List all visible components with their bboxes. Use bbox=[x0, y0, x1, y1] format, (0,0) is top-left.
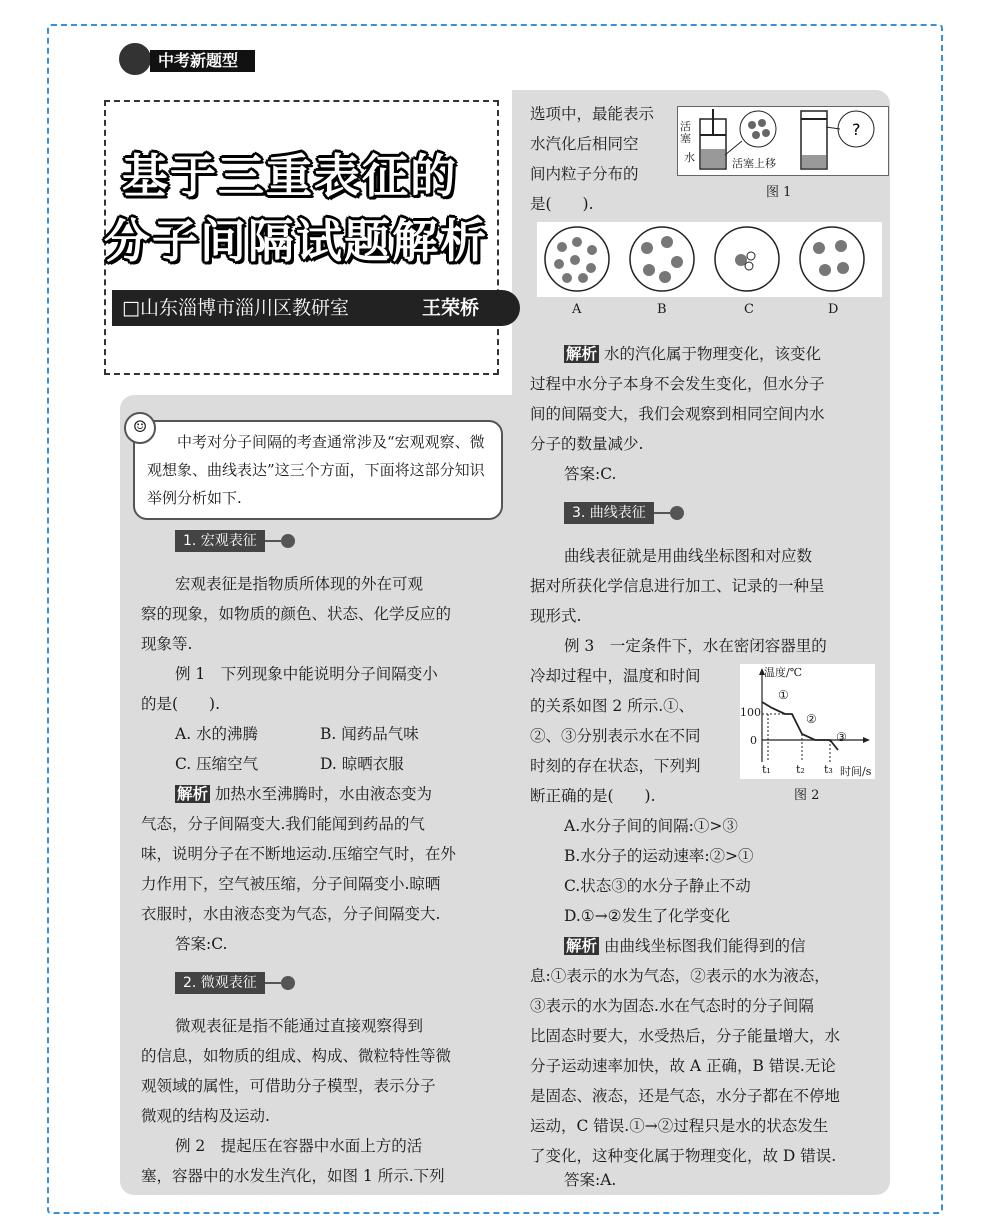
ex3-option-a: A.水分子间的间隔:①>③ bbox=[564, 817, 738, 835]
p2-line-3: 观领域的属性，可借助分子模型，表示分子 bbox=[141, 1077, 436, 1095]
ex2-cont-2: 水汽化后相同空 bbox=[530, 135, 639, 153]
p3-line-1: 曲线表征就是用曲线坐标图和对应数 bbox=[564, 547, 813, 565]
a3-line-3: ③表示的水为固态.水在气态时的分子间隔 bbox=[530, 997, 814, 1015]
affiliation: □山东淄博市淄川区教研室 bbox=[122, 297, 349, 319]
a2-line-1: 解析 水的汽化属于物理变化，该变化 bbox=[566, 345, 821, 363]
fig2-mark-1: ① bbox=[778, 688, 789, 702]
fig1-move-label: 活塞上移 bbox=[732, 157, 776, 170]
ex2-cont-3: 间内粒子分布的 bbox=[530, 165, 639, 183]
fig1-caption: 图 1 bbox=[766, 185, 792, 200]
fig1-piston-label: 活塞 bbox=[680, 120, 691, 145]
ex3-line-3: 的关系如图 2 所示.①、 bbox=[530, 697, 695, 715]
author-bar bbox=[112, 290, 520, 326]
answer-2: 答案:C. bbox=[564, 465, 617, 483]
ex3-line-6: 断正确的是( ). bbox=[530, 787, 656, 805]
fig2-y0: 0 bbox=[750, 734, 757, 747]
a3-line-7: 运动，C 错误.①→②过程只是水的状态发生 bbox=[530, 1117, 829, 1135]
a3-line-2: 息:①表示的水为气态，②表示的水为液态， bbox=[530, 967, 830, 985]
header-tag: 中考新题型 bbox=[150, 50, 255, 72]
p2-line-1: 微观表征是指不能通过直接观察得到 bbox=[175, 1017, 424, 1035]
fig2-caption: 图 2 bbox=[794, 788, 820, 803]
svg-text:?: ? bbox=[852, 120, 861, 139]
a2-line-2: 过程中水分子本身不会发生变化，但水分子 bbox=[530, 375, 825, 393]
a1-line-3: 味，说明分子在不断地运动.压缩空气时，在外 bbox=[141, 845, 456, 863]
ex2-line-2: 塞，容器中的水发生汽化，如图 1 所示.下列 bbox=[141, 1167, 445, 1185]
ex3-line-2: 冷却过程中，温度和时间 bbox=[530, 667, 701, 685]
fig2-mark-3: ③ bbox=[836, 730, 847, 744]
fig2-y100: 100 bbox=[740, 706, 761, 719]
ex1-option-a: A. 水的沸腾 bbox=[175, 725, 259, 743]
ex3-option-c: C.状态③的水分子静止不动 bbox=[564, 877, 751, 895]
figure-2-chart bbox=[740, 664, 875, 779]
jiexi-label: 解析 bbox=[177, 785, 209, 803]
choice-b-diagram bbox=[630, 227, 694, 291]
ex3-line-4: ②、③分别表示水在不同 bbox=[530, 727, 701, 745]
ex1-option-c: C. 压缩空气 bbox=[175, 755, 259, 773]
ex2-line-1: 例 2 提起压在容器中水面上方的活 bbox=[175, 1137, 423, 1155]
p2-line-2: 的信息，如物质的组成、构成、微粒特性等微 bbox=[141, 1047, 452, 1065]
fig2-xlabel: 时间/s bbox=[840, 765, 872, 778]
choice-b: B bbox=[657, 302, 667, 317]
answer-3: 答案:A. bbox=[564, 1171, 617, 1189]
figure-1 bbox=[677, 106, 889, 176]
a1-line-4: 力作用下，空气被压缩，分子间隔变小.晾晒 bbox=[141, 875, 441, 893]
ex3-line-1: 例 3 一定条件下，水在密闭容器里的 bbox=[564, 637, 827, 655]
author-name: 王荣桥 bbox=[422, 297, 480, 319]
fig2-t2: t₂ bbox=[796, 763, 805, 776]
ex3-line-5: 时刻的存在状态，下列判 bbox=[530, 757, 701, 775]
fig2-t3: t₃ bbox=[824, 763, 833, 776]
p1-line-3: 现象等. bbox=[141, 635, 193, 653]
section-3-heading: 3. 曲线表征 bbox=[564, 502, 654, 524]
choice-d: D bbox=[828, 302, 839, 317]
a1-line-2: 气态，分子间隔变大.我们能闻到药品的气 bbox=[141, 815, 425, 833]
a3-line-8: 了变化，这种变化属于物理变化，故 D 错误. bbox=[530, 1147, 837, 1165]
a3-line-1: 解析 由曲线坐标图我们能得到的信 bbox=[566, 937, 806, 955]
ex1-line-1: 例 1 下列现象中能说明分子间隔变小 bbox=[175, 665, 438, 683]
ex1-option-b: B. 闻药品气味 bbox=[320, 725, 419, 743]
lightbulb-icon: ☺ bbox=[124, 412, 156, 444]
molecule-choices bbox=[537, 222, 882, 297]
ex1-option-d: D. 晾晒衣服 bbox=[320, 755, 404, 773]
a1-line-5: 衣服时，水由液态变为气态，分子间隔变大. bbox=[141, 905, 441, 923]
choice-a: A bbox=[572, 302, 582, 317]
title-line-1: 基于三重表征的 bbox=[122, 149, 458, 203]
header-logo bbox=[110, 40, 255, 76]
p3-line-2: 据对所获化学信息进行加工、记录的一种呈 bbox=[530, 577, 825, 595]
ex2-cont-4: 是( ). bbox=[530, 195, 594, 213]
ex3-option-b: B.水分子的运动速率:②>① bbox=[564, 847, 754, 865]
a3-line-4: 比固态时要大，水受热后，分子能量增大，水 bbox=[530, 1027, 841, 1045]
fig2-ylabel: 温度/℃ bbox=[764, 666, 803, 679]
p2-line-4: 微观的结构及运动. bbox=[141, 1107, 270, 1125]
title-line-2: 分子间隔试题解析 bbox=[104, 214, 488, 268]
a3-line-6: 是固态、液态，还是气态，水分子都在不停地 bbox=[530, 1087, 841, 1105]
section-2-heading: 2. 微观表征 bbox=[175, 972, 265, 994]
intro-box: 中考对分子间隔的考查通常涉及“宏观观察、微观想象、曲线表达”这三个方面，下面将这部分知识举例分析如下. bbox=[133, 420, 503, 520]
choice-c: C bbox=[744, 302, 754, 317]
a2-line-4: 分子的数量减少. bbox=[530, 435, 644, 453]
a3-line-5: 分子运动速率加快，故 A 正确，B 错误.无论 bbox=[530, 1057, 836, 1075]
choice-d-diagram bbox=[800, 227, 864, 291]
p1-line-2: 察的现象，如物质的颜色、状态、化学反应的 bbox=[141, 605, 452, 623]
choice-a-diagram bbox=[545, 227, 609, 291]
ex1-line-2: 的是( ). bbox=[141, 695, 221, 713]
p3-line-3: 现形式. bbox=[530, 607, 582, 625]
ex3-option-d: D.①→②发生了化学变化 bbox=[564, 907, 731, 925]
choice-c-diagram bbox=[715, 227, 779, 291]
p1-line-1: 宏观表征是指物质所体现的外在可观 bbox=[175, 575, 424, 593]
ex2-cont-1: 选项中，最能表示 bbox=[530, 105, 655, 123]
jiexi-label-2: 解析 bbox=[566, 345, 598, 363]
a1-line-1: 解析 加热水至沸腾时，水由液态变为 bbox=[177, 785, 432, 803]
fig2-mark-2: ② bbox=[806, 712, 817, 726]
section-1-heading: 1. 宏观表征 bbox=[175, 530, 265, 552]
book-icon bbox=[116, 40, 154, 78]
answer-1: 答案:C. bbox=[175, 935, 228, 953]
fig2-t1: t₁ bbox=[762, 763, 771, 776]
a2-line-3: 间的间隔变大，我们会观察到相同空间内水 bbox=[530, 405, 825, 423]
jiexi-label-3: 解析 bbox=[566, 937, 598, 955]
fig1-water-label: 水 bbox=[684, 151, 695, 164]
